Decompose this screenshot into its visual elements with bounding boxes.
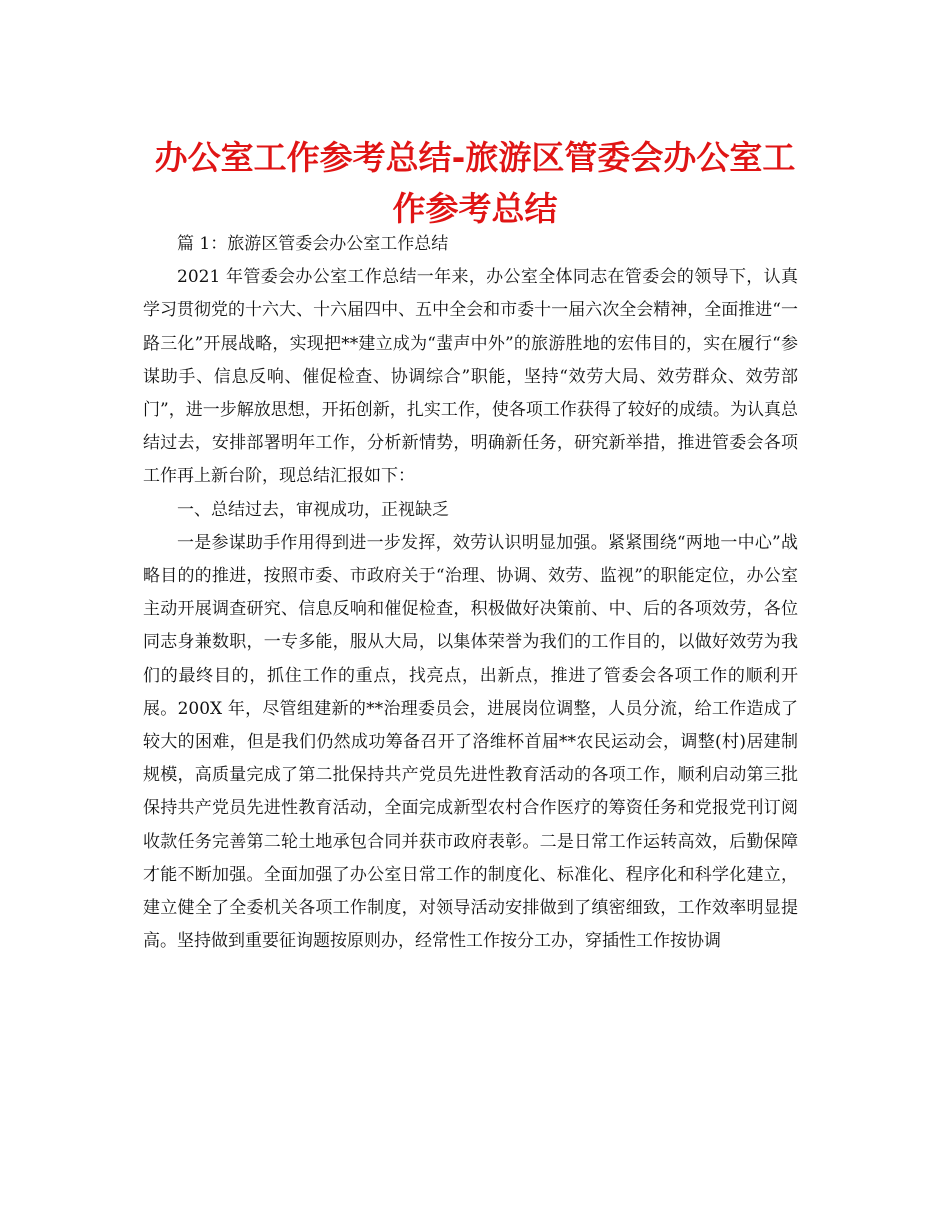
document-title: 办公室工作参考总结-旅游区管委会办公室工作参考总结 — [154, 138, 796, 228]
paragraph: 一是参谋助手作用得到进一步发挥，效劳认识明显加强。紧紧围绕“两地一中心”战略目的的推进，按照市委、市政府关于“治理、协调、效劳、监视”的职能定位，办公室主动开展调查研究、信息反响和催促检查，积极做好决策前、中、后的各项效劳，各位同志身兼数职，一专多能，服从大局，以集体荣誉为我们的工作目的，以做好效劳为我们的最终目的，抓住工作的重点，找亮点，出新点，推进了管委会各项工作的顺利开展。200X 年，尽管组建新的**治理委员会，进展岗位调整，人员分流，给工作造成了较大的困难，但是我们仍然成功筹备召开了洛维杯首届**农民运动会，调整(村)居建制规模，高质量完成了第二批保持共产党员先进性教育活动的各项工作，顺利启动第三批保持共产党员先进性教育活动，全面完成新型农村合作医疗的筹资任务和党报党刊订阅收款任务完善第二轮土地承包合同并获市政府表彰。二是日常工作运转高效，后勤保障才能不断加强。全面加强了办公室日常工作的制度化、标准化、程序化和科学化建立，建立健全了全委机关各项工作制度，对领导活动安排做到了缜密细致，工作效率明显提高。坚持做到重要征询题按原则办，经常性工作按分工办，穿插性工作按协调 — [143, 532, 798, 952]
paragraph: 2021 年管委会办公室工作总结一年来，办公室全体同志在管委会的领导下，认真学习贯彻党的十六大、十六届四中、五中全会和市委十一届六次全会精神，全面推进“一路三化”开展战略，实现把**建立成为“蜚声中外”的旅游胜地的宏伟目的，实在履行“参谋助手、信息反响、催促检查、协调综合”职能，坚持“效劳大局、效劳群众、效劳部门”，进一步解放思想，开拓创新，扎实工作，使各项工作获得了较好的成绩。为认真总结过去，安排部署明年工作，分析新情势，明确新任务，研究新举措，推进管委会各项工作再上新台阶，现总结汇报如下： — [143, 267, 798, 487]
section-heading: 篇 1：旅游区管委会办公室工作总结 — [177, 234, 449, 254]
document-body — [143, 228, 798, 958]
section-heading: 一、总结过去，审视成功，正视缺乏 — [177, 499, 449, 520]
